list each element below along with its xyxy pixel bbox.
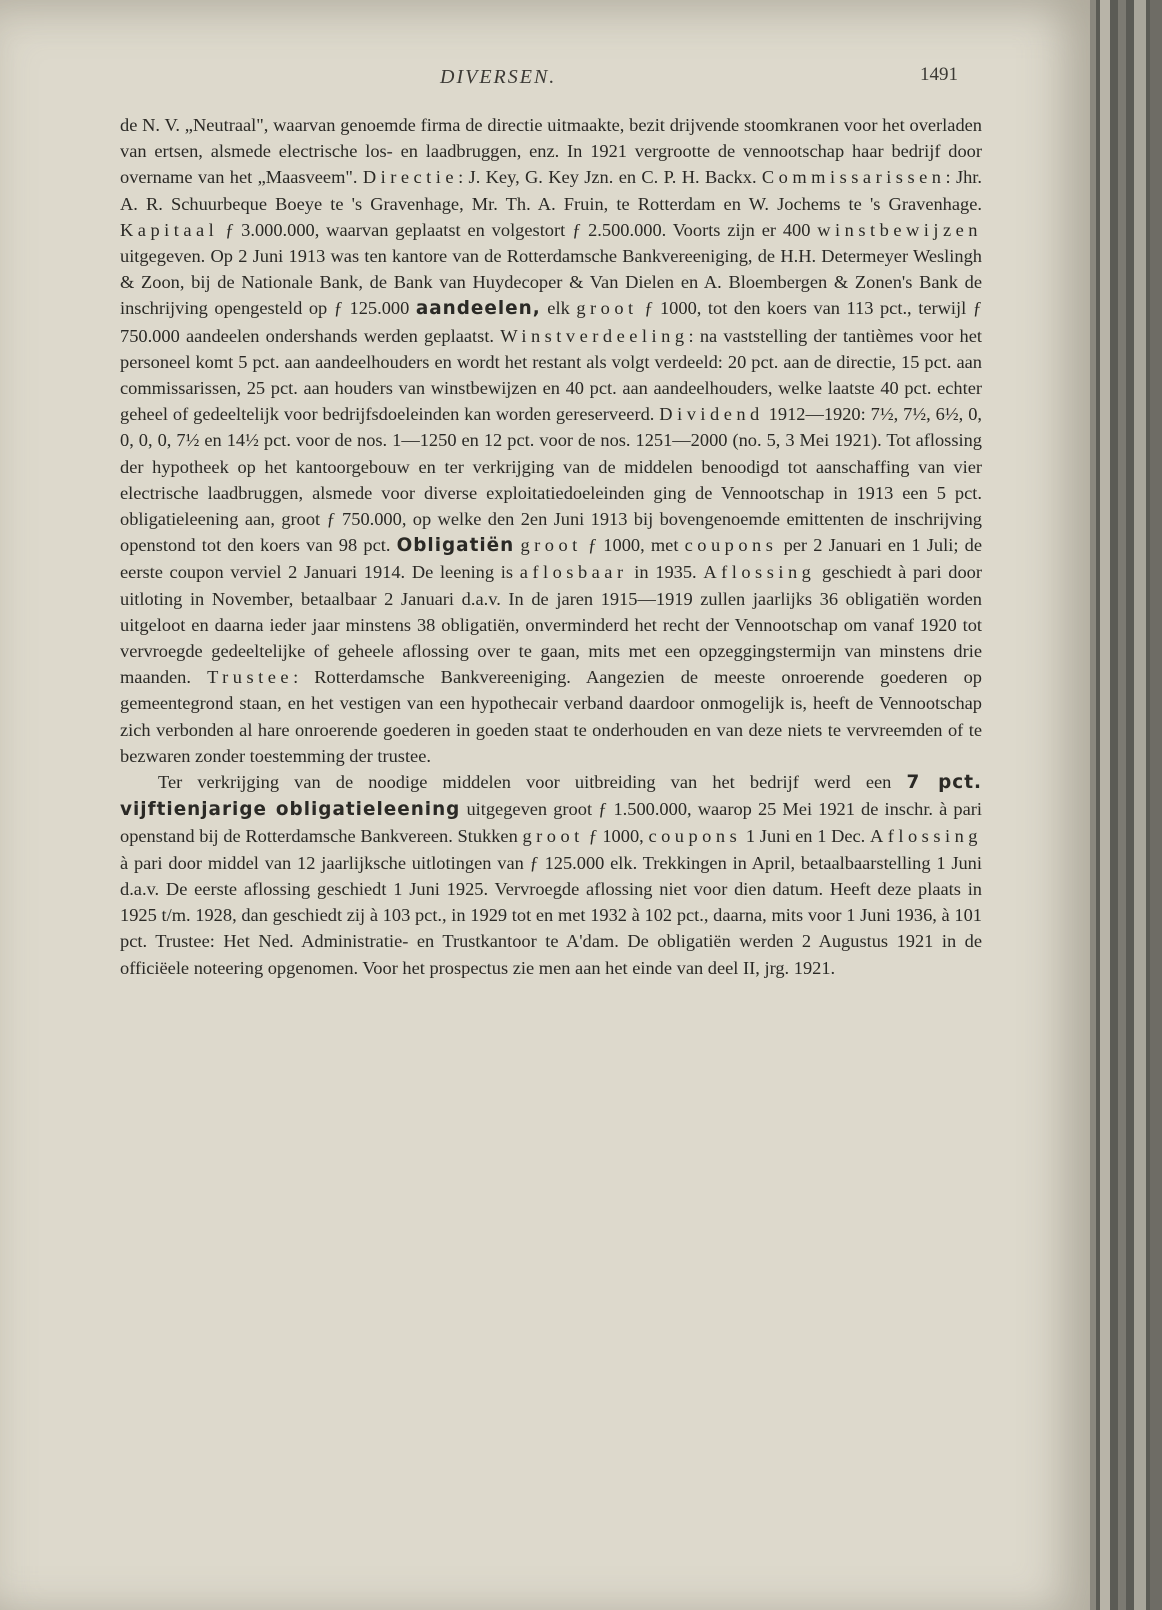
paragraph-obligatieleening — [120, 769, 982, 981]
text-segment: 1912—1920: 7½, 7½, 6½, 0, 0, 0, 0, 7½ en 14½ pct. voor de nos. 1—1250 en 12 pct. voor de nos. 1251—2000 (no. 5, 3 Mei 1921). Tot aflossing der hypotheek op het kantoorgebouw en ter verkrijging van de middelen benoodigd tot aanschaffing van vier electrische laadbruggen, alsmede voor diverse exploitatiedoeleinden ging de Vennootschap in 1913 een 5 pct. obligatieleening aan, groot ƒ 750.000, op welke den 2en Juni 1913 bij bovengenoemde emittenten de inschrijving openstond tot den koers van 98 pct. — [120, 404, 982, 556]
bold-label-obligatieleening: 7 pct. vijftienjarige obligatieleening — [120, 772, 982, 821]
spaced-label-aflossing: Aflossing — [869, 826, 982, 847]
spaced-label-groot: groot — [520, 535, 582, 556]
spaced-label-aflosbaar: aflosbaar — [519, 562, 628, 583]
spaced-label-directie: Directie — [362, 167, 459, 188]
text-segment: ƒ 3.000.000, waarvan geplaatst en volgestort ƒ 2.500.000. Voorts zijn er 400 — [218, 219, 818, 240]
page-edge — [1118, 0, 1126, 1610]
text-segment: : Rotterdamsche Bankvereeniging. Aangezien de meeste onroerende goederen op gemeentegrond staan, en het vestigen van een hypothecair verband daardoor onmogelijk is, heeft de Vennootschap zich verbonden al hare onroerende goederen in goeden staat te onderhouden en van deze niets te vervreemden of te bezwaren zonder toestemming der trustee. — [120, 667, 983, 766]
text-segment: uitgegeven groot ƒ 1.500.000, waarop 25 Mei 1921 de inschr. à pari openstand bij de Rotterdamsche Bankvereen. Stukken — [120, 799, 982, 847]
text-segment: Ter verkrijging van de noodige middelen voor uitbreiding van het bedrijf werd een — [158, 772, 907, 793]
text-segment: per 2 Januari en 1 Juli; de eerste coupon verviel 2 Januari 1914. De leening is — [120, 535, 982, 583]
spaced-label-groot: groot — [522, 826, 584, 847]
text-segment: geschiedt à pari door uitloting in November, betaalbaar 2 Januari d.a.v. In de jaren 1915—1919 zullen jaarlijks 36 obligatiën worden uitgeloot en daarna ieder jaar minstens 38 obligatiën, onverminderd het recht der Vennootschap om vanaf 1920 tot vervroegde gedeeltelijke of geheele aflossing over te gaan, mits met een opzeggingstermijn van minstens drie maanden. — [120, 562, 982, 688]
page-edge — [1134, 0, 1146, 1610]
text-segment: elk — [540, 298, 577, 319]
page-edge — [1090, 0, 1096, 1610]
text-segment: : Jhr. A. R. Schuurbeque Boeye te 's Gravenhage, Mr. Th. A. Fruin, te Rotterdam en W. Jochems te 's Gravenhage. — [120, 167, 982, 214]
spaced-label-coupons: coupons — [684, 535, 778, 556]
running-title: DIVERSEN. — [440, 66, 557, 88]
page-edge — [1150, 0, 1162, 1610]
spaced-label-trustee: Trustee — [207, 667, 294, 688]
spaced-label-winstverdeeling: Winstverdeeling — [500, 325, 689, 346]
spaced-label-kapitaal: Kapitaal — [120, 219, 219, 240]
spaced-label-coupons: coupons — [648, 826, 742, 847]
text-segment: : J. Key, G. Key Jzn. en C. P. H. Backx. — [458, 167, 762, 188]
text-segment: uitgegeven. Op 2 Juni 1913 was ten kantore van de Rotterdamsche Bankvereeniging, de H.H. Determeyer Weslingh & Zoon, bij de Nationale Bank, de Bank van Huydecoper & Van Dielen en A. Bloembergen & Zonen's Bank de inschrijving opengesteld op ƒ 125.000 — [120, 246, 982, 319]
page-number: 1491 — [920, 64, 958, 85]
text-segment: de N. V. „Neutraal", waarvan genoemde firma de directie uitmaakte, bezit drijvende stoomkranen voor het overladen van ertsen, alsmede electrische los- en laadbruggen, enz. In 1921 vergrootte de vennootschap haar bedrijf door overname van het „Maasveem". — [120, 115, 982, 188]
spaced-label-dividend: Dividend — [659, 404, 764, 425]
text-segment: à pari door middel van 12 jaarlijksche uitlotingen van ƒ 125.000 elk. Trekkingen in April, betaalbaarstelling 1 Juni d.a.v. De eerste aflossing geschiedt 1 Juni 1925. Vervroegde aflossing niet voor dien datum. Heeft deze plaats in 1925 t/m. 1928, dan geschiedt zij à 103 pct., in 1929 tot en met 1932 à 102 pct., daarna, mits voor 1 Juni 1936, à 101 pct. Trustee: Het Ned. Administratie- en Trustkantoor te A'dam. De obligatiën werden 2 Augustus 1921 in de officiëele noteering opgenomen. Voor het prospectus zie men aan het einde van deel II, jrg. 1921. — [120, 852, 982, 978]
spaced-label-aflossing: Aflossing — [703, 562, 816, 583]
spaced-label-winstbewijzen: winstbewijzen — [817, 219, 982, 240]
text-segment: in 1935. — [627, 562, 704, 583]
page-edge — [1100, 0, 1110, 1610]
bold-label-aandeelen: aandeelen, — [415, 298, 541, 320]
paragraph-neutraal — [120, 112, 982, 769]
text-segment: ƒ 1000, — [583, 826, 649, 847]
text-segment: 1 Juni en 1 Dec. — [741, 826, 870, 847]
text-segment: ƒ 1000, met — [581, 535, 685, 556]
spaced-label-groot: groot — [576, 298, 638, 319]
spaced-label-commissarissen: Commissarissen — [761, 167, 946, 188]
text-segment: : na vaststelling der tantièmes voor het personeel komt 5 pct. aan aandeelhouders en wordt het restant als volgt verdeeld: 20 pct. aan de directie, 15 pct. aan commissarissen, 25 pct. aan houders van winstbewijzen en 40 pct. aan aandeelhouders, welke laatste 40 pct. echter geheel of gedeeltelijk voor bedrijfsdoeleinden kan worden gereserveerd. — [120, 325, 982, 425]
body-text — [120, 112, 982, 981]
bold-label-obligatien: Obligatiën — [396, 535, 515, 557]
text-segment: ƒ 1000, tot den koers van 113 pct., terwijl ƒ 750.000 aandeelen ondershands werden geplaatst. — [120, 298, 982, 346]
